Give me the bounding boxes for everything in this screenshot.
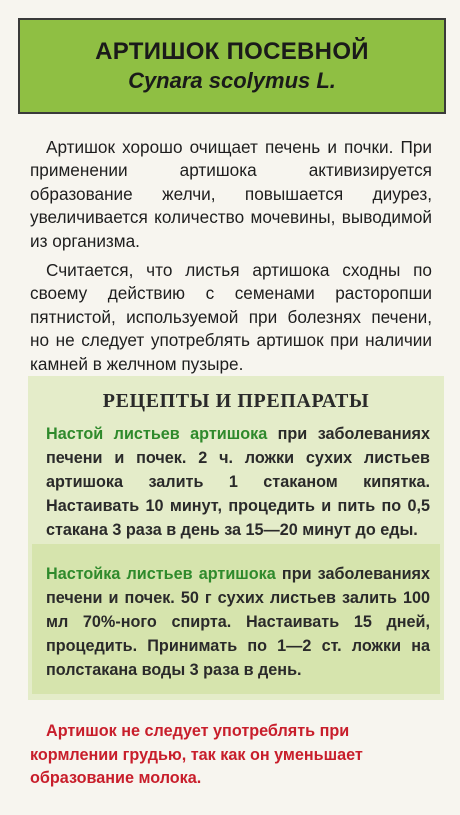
recipe-text: при заболеваниях печени и почек. 2 ч. ложки сухих листьев артишока залить 1 стаканом кипятка. Настаивать 10 минут, процедить и пить по 0,5 стакана 3 раза в день за 15—20 минут до еды.	[46, 425, 430, 539]
title-box	[18, 18, 446, 114]
recipe-text: при заболеваниях печени и почек. 50 г сухих листьев залить 100 мл 70%-ного спирта. Настаивать 15 дней, процедить. Принимать по 1—2 ст. ложки на полстакана воды 3 раза в день.	[46, 565, 430, 679]
intro-paragraph: Артишок хорошо очищает печень и почки. При применении артишока активизируется образование желчи, повышается диурез, увеличивается количество мочевины, выводимой из организма.	[30, 137, 432, 251]
recipe-name: Настой листьев артишока	[46, 425, 268, 443]
warning-note: Артишок не следует употреблять при кормлении грудью, так как он уменьшает образование молока.	[30, 722, 363, 787]
recipe-name: Настойка листьев артишока	[46, 565, 276, 583]
recipes-heading: РЕЦЕПТЫ И ПРЕПАРАТЫ	[102, 390, 370, 412]
latin-name: Cynara scolymus L.	[128, 68, 336, 93]
recipe-tincture	[46, 562, 430, 682]
recipes-section	[28, 376, 444, 700]
page-title: АРТИШОК ПОСЕВНОЙ	[95, 38, 369, 65]
intro-text	[30, 136, 432, 382]
intro-paragraph: Считается, что листья артишока сходны по своему действию с семенами расторопши пятнистой, используемой при болезнях печени, но не следует употреблять артишок при наличии камней в желчном пузыре.	[30, 260, 432, 374]
recipe-infusion	[46, 422, 430, 542]
